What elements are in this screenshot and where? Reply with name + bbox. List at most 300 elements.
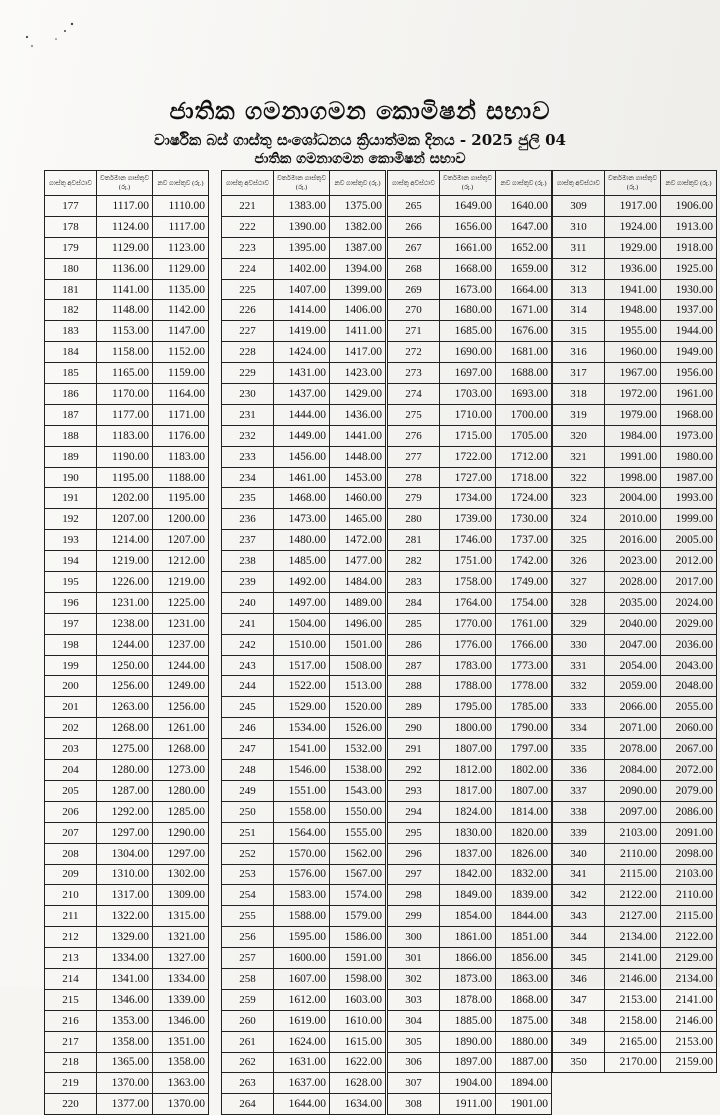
stage-cell: 250 <box>222 801 274 822</box>
stage-cell: 295 <box>388 822 440 843</box>
table-row <box>553 216 717 237</box>
stage-cell: 264 <box>222 1094 274 1115</box>
stage-cell: 287 <box>388 655 440 676</box>
new-fare-cell: 1302.00 <box>153 864 209 885</box>
stage-cell: 253 <box>222 864 274 885</box>
stage-cell: 208 <box>45 843 97 864</box>
table-row <box>222 279 386 300</box>
table-row <box>388 216 552 237</box>
stage-cell: 202 <box>45 718 97 739</box>
new-fare-cell: 2153.00 <box>661 1031 717 1052</box>
table-row <box>45 488 209 509</box>
current-fare-cell: 1238.00 <box>97 613 153 634</box>
current-fare-cell: 1456.00 <box>274 446 330 467</box>
stage-cell: 200 <box>45 676 97 697</box>
stage-cell: 198 <box>45 634 97 655</box>
new-fare-cell: 1937.00 <box>661 300 717 321</box>
table-row <box>388 676 552 697</box>
table-row <box>222 697 386 718</box>
stage-cell: 241 <box>222 613 274 634</box>
stage-cell: 232 <box>222 425 274 446</box>
current-fare-cell: 1329.00 <box>97 927 153 948</box>
stage-cell: 245 <box>222 697 274 718</box>
stage-cell: 282 <box>388 551 440 572</box>
new-fare-cell: 1117.00 <box>153 216 209 237</box>
table-row <box>388 885 552 906</box>
current-fare-cell: 1936.00 <box>605 258 661 279</box>
new-fare-cell: 1465.00 <box>330 509 386 530</box>
current-fare-cell: 1583.00 <box>274 885 330 906</box>
new-fare-cell: 1285.00 <box>153 801 209 822</box>
current-fare-cell: 1564.00 <box>274 822 330 843</box>
table-row <box>553 237 717 258</box>
table-row <box>553 384 717 405</box>
stage-cell: 197 <box>45 613 97 634</box>
current-fare-cell: 1673.00 <box>440 279 496 300</box>
stage-cell: 330 <box>553 634 605 655</box>
table-row <box>222 843 386 864</box>
table-row <box>388 739 552 760</box>
current-fare-cell: 1758.00 <box>440 572 496 593</box>
table-row <box>45 258 209 279</box>
new-fare-cell: 1863.00 <box>496 968 552 989</box>
table-row <box>388 634 552 655</box>
current-fare-cell: 1504.00 <box>274 613 330 634</box>
current-fare-cell: 1991.00 <box>605 446 661 467</box>
current-fare-cell: 1849.00 <box>440 885 496 906</box>
new-fare-cell: 1742.00 <box>496 551 552 572</box>
current-fare-cell: 2097.00 <box>605 801 661 822</box>
current-fare-cell: 1595.00 <box>274 927 330 948</box>
table-row <box>222 1052 386 1073</box>
current-fare-cell: 1697.00 <box>440 363 496 384</box>
new-fare-cell: 1370.00 <box>153 1094 209 1115</box>
table-row <box>388 843 552 864</box>
table-row <box>45 697 209 718</box>
stage-cell: 286 <box>388 634 440 655</box>
new-fare-cell: 1894.00 <box>496 1073 552 1094</box>
current-fare-cell: 1365.00 <box>97 1052 153 1073</box>
current-fare-cell: 1370.00 <box>97 1073 153 1094</box>
table-row <box>222 363 386 384</box>
stage-cell: 310 <box>553 216 605 237</box>
table-row <box>45 676 209 697</box>
new-fare-cell: 1700.00 <box>496 404 552 425</box>
stage-cell: 296 <box>388 843 440 864</box>
table-row <box>222 384 386 405</box>
new-fare-column-header: නව ගාස්තුව (රු.) <box>153 171 209 196</box>
table-row <box>553 948 717 969</box>
current-fare-cell: 1722.00 <box>440 446 496 467</box>
stage-cell: 303 <box>388 989 440 1010</box>
table-row <box>388 196 552 217</box>
stage-cell: 269 <box>388 279 440 300</box>
new-fare-cell: 1688.00 <box>496 363 552 384</box>
new-fare-cell: 2067.00 <box>661 739 717 760</box>
current-fare-cell: 1878.00 <box>440 989 496 1010</box>
table-row <box>553 279 717 300</box>
stage-cell: 248 <box>222 760 274 781</box>
stage-cell: 307 <box>388 1073 440 1094</box>
stage-cell: 183 <box>45 321 97 342</box>
table-row <box>222 676 386 697</box>
new-fare-cell: 2048.00 <box>661 676 717 697</box>
new-fare-cell: 1327.00 <box>153 948 209 969</box>
new-fare-cell: 1231.00 <box>153 613 209 634</box>
table-row <box>45 948 209 969</box>
current-fare-cell: 1649.00 <box>440 196 496 217</box>
stage-cell: 234 <box>222 467 274 488</box>
stage-cell: 304 <box>388 1010 440 1031</box>
current-fare-cell: 1534.00 <box>274 718 330 739</box>
new-fare-cell: 1142.00 <box>153 300 209 321</box>
stage-cell: 342 <box>553 885 605 906</box>
table-row <box>553 906 717 927</box>
table-row <box>45 1010 209 1031</box>
table-row <box>553 530 717 551</box>
new-fare-cell: 1652.00 <box>496 237 552 258</box>
current-fare-cell: 1190.00 <box>97 446 153 467</box>
stage-cell: 181 <box>45 279 97 300</box>
table-row <box>45 1073 209 1094</box>
new-fare-cell: 1273.00 <box>153 760 209 781</box>
new-fare-cell: 1814.00 <box>496 801 552 822</box>
current-fare-cell: 1195.00 <box>97 467 153 488</box>
new-fare-cell: 1387.00 <box>330 237 386 258</box>
stage-cell: 256 <box>222 927 274 948</box>
new-fare-cell: 1730.00 <box>496 509 552 530</box>
new-fare-cell: 1901.00 <box>496 1094 552 1115</box>
stage-cell: 225 <box>222 279 274 300</box>
current-fare-cell: 1770.00 <box>440 613 496 634</box>
stage-cell: 204 <box>45 760 97 781</box>
new-fare-cell: 1944.00 <box>661 321 717 342</box>
current-fare-cell: 1136.00 <box>97 258 153 279</box>
current-fare-cell: 1256.00 <box>97 676 153 697</box>
new-fare-cell: 1820.00 <box>496 822 552 843</box>
current-fare-cell: 2040.00 <box>605 613 661 634</box>
stage-cell: 207 <box>45 822 97 843</box>
current-fare-cell: 1873.00 <box>440 968 496 989</box>
new-fare-cell: 1851.00 <box>496 927 552 948</box>
new-fare-cell: 1309.00 <box>153 885 209 906</box>
current-fare-cell: 1998.00 <box>605 467 661 488</box>
current-fare-cell: 1727.00 <box>440 467 496 488</box>
new-fare-cell: 1496.00 <box>330 613 386 634</box>
stage-cell: 251 <box>222 822 274 843</box>
table-row <box>553 551 717 572</box>
stage-cell: 322 <box>553 467 605 488</box>
table-row <box>553 363 717 384</box>
table-row <box>222 801 386 822</box>
current-fare-cell: 1807.00 <box>440 739 496 760</box>
table-row <box>222 655 386 676</box>
current-fare-cell: 1165.00 <box>97 363 153 384</box>
document-subtitle: වාර්ෂික බස් ගාස්තු සංශෝධනය ක්‍රියාත්මක දිනය - 2025 ජුලි 04 <box>154 131 566 149</box>
new-fare-cell: 1659.00 <box>496 258 552 279</box>
table-row <box>388 822 552 843</box>
stage-cell: 223 <box>222 237 274 258</box>
stage-cell: 255 <box>222 906 274 927</box>
stage-cell: 335 <box>553 739 605 760</box>
current-fare-cell: 1268.00 <box>97 718 153 739</box>
current-fare-cell: 1541.00 <box>274 739 330 760</box>
table-row <box>553 760 717 781</box>
current-fare-cell: 1353.00 <box>97 1010 153 1031</box>
table-row <box>222 258 386 279</box>
stage-cell: 314 <box>553 300 605 321</box>
stage-cell: 331 <box>553 655 605 676</box>
new-fare-cell: 1280.00 <box>153 780 209 801</box>
table-row <box>553 300 717 321</box>
table-row <box>222 634 386 655</box>
current-fare-cell: 1129.00 <box>97 237 153 258</box>
table-row <box>553 885 717 906</box>
current-fare-cell: 1424.00 <box>274 342 330 363</box>
stage-cell: 302 <box>388 968 440 989</box>
stage-cell: 275 <box>388 404 440 425</box>
current-fare-cell: 1468.00 <box>274 488 330 509</box>
table-row <box>45 613 209 634</box>
table-row <box>388 697 552 718</box>
stage-cell: 318 <box>553 384 605 405</box>
table-row <box>222 885 386 906</box>
new-fare-cell: 1171.00 <box>153 404 209 425</box>
new-fare-cell: 1244.00 <box>153 655 209 676</box>
current-fare-cell: 1824.00 <box>440 801 496 822</box>
stage-cell: 279 <box>388 488 440 509</box>
stage-cell: 306 <box>388 1052 440 1073</box>
new-fare-cell: 1249.00 <box>153 676 209 697</box>
new-fare-cell: 1394.00 <box>330 258 386 279</box>
stage-cell: 262 <box>222 1052 274 1073</box>
new-fare-cell: 1640.00 <box>496 196 552 217</box>
stage-cell: 271 <box>388 321 440 342</box>
new-fare-cell: 1358.00 <box>153 1052 209 1073</box>
current-fare-cell: 1407.00 <box>274 279 330 300</box>
table-row <box>553 843 717 864</box>
stage-cell: 230 <box>222 384 274 405</box>
table-row <box>388 321 552 342</box>
current-fare-cell: 1322.00 <box>97 906 153 927</box>
table-row <box>222 216 386 237</box>
current-fare-cell: 1263.00 <box>97 697 153 718</box>
new-fare-cell: 1615.00 <box>330 1031 386 1052</box>
table-row <box>553 342 717 363</box>
new-fare-cell: 1999.00 <box>661 509 717 530</box>
table-row <box>222 906 386 927</box>
stage-cell: 243 <box>222 655 274 676</box>
stage-cell: 317 <box>553 363 605 384</box>
table-header-row <box>45 171 209 196</box>
table-row <box>45 801 209 822</box>
table-row <box>553 425 717 446</box>
current-fare-cell: 1960.00 <box>605 342 661 363</box>
new-fare-cell: 1906.00 <box>661 196 717 217</box>
stage-cell: 299 <box>388 906 440 927</box>
table-row <box>388 760 552 781</box>
new-fare-cell: 1441.00 <box>330 425 386 446</box>
stage-cell: 288 <box>388 676 440 697</box>
stage-cell: 254 <box>222 885 274 906</box>
stage-cell: 257 <box>222 948 274 969</box>
stage-cell: 270 <box>388 300 440 321</box>
new-fare-cell: 1961.00 <box>661 384 717 405</box>
table-row <box>553 1010 717 1031</box>
stage-cell: 209 <box>45 864 97 885</box>
table-row <box>388 927 552 948</box>
current-fare-cell: 1219.00 <box>97 551 153 572</box>
current-fare-cell: 1310.00 <box>97 864 153 885</box>
table-row <box>45 300 209 321</box>
new-fare-cell: 1980.00 <box>661 446 717 467</box>
stage-cell: 192 <box>45 509 97 530</box>
table-row <box>45 467 209 488</box>
current-fare-cell: 1739.00 <box>440 509 496 530</box>
new-fare-cell: 2103.00 <box>661 864 717 885</box>
stage-cell: 336 <box>553 760 605 781</box>
new-fare-cell: 1555.00 <box>330 822 386 843</box>
new-fare-cell: 1448.00 <box>330 446 386 467</box>
current-fare-cell: 1637.00 <box>274 1073 330 1094</box>
current-fare-cell: 1250.00 <box>97 655 153 676</box>
stage-cell: 309 <box>553 196 605 217</box>
stage-cell: 320 <box>553 425 605 446</box>
current-fare-cell: 1715.00 <box>440 425 496 446</box>
current-fare-cell: 1607.00 <box>274 968 330 989</box>
fare-table <box>387 170 552 1115</box>
table-row <box>222 822 386 843</box>
new-fare-cell: 2110.00 <box>661 885 717 906</box>
table-row <box>45 1094 209 1115</box>
table-row <box>222 780 386 801</box>
stage-column-header: ගාස්තු අවස්ථාව <box>553 171 605 196</box>
current-fare-cell: 1497.00 <box>274 592 330 613</box>
current-fare-cell: 1431.00 <box>274 363 330 384</box>
new-fare-cell: 2072.00 <box>661 760 717 781</box>
table-row <box>45 342 209 363</box>
stage-column-header: ගාස්තු අවස්ථාව <box>45 171 97 196</box>
new-fare-cell: 1586.00 <box>330 927 386 948</box>
new-fare-cell: 1868.00 <box>496 989 552 1010</box>
current-fare-cell: 1967.00 <box>605 363 661 384</box>
stage-cell: 221 <box>222 196 274 217</box>
current-fare-cell: 1292.00 <box>97 801 153 822</box>
new-fare-cell: 1436.00 <box>330 404 386 425</box>
table-row <box>553 780 717 801</box>
new-fare-cell: 1802.00 <box>496 760 552 781</box>
new-fare-cell: 1676.00 <box>496 321 552 342</box>
stage-cell: 283 <box>388 572 440 593</box>
issuing-authority: ජාතික ගමනාගමන කොමිෂන් සභාව <box>254 151 466 167</box>
stage-cell: 340 <box>553 843 605 864</box>
new-fare-cell: 1538.00 <box>330 760 386 781</box>
stage-cell: 258 <box>222 968 274 989</box>
current-fare-cell: 1668.00 <box>440 258 496 279</box>
table-row <box>222 1073 386 1094</box>
fare-table <box>44 170 209 1115</box>
new-fare-cell: 1423.00 <box>330 363 386 384</box>
stage-column-header: ගාස්තු අවස්ථාව <box>388 171 440 196</box>
new-fare-cell: 2012.00 <box>661 551 717 572</box>
table-row <box>553 718 717 739</box>
current-fare-cell: 2035.00 <box>605 592 661 613</box>
stage-cell: 328 <box>553 592 605 613</box>
table-row <box>45 760 209 781</box>
table-row <box>45 279 209 300</box>
new-fare-cell: 1543.00 <box>330 780 386 801</box>
new-fare-cell: 1110.00 <box>153 196 209 217</box>
stage-cell: 263 <box>222 1073 274 1094</box>
new-fare-cell: 1647.00 <box>496 216 552 237</box>
stage-cell: 229 <box>222 363 274 384</box>
current-fare-cell: 2127.00 <box>605 906 661 927</box>
current-fare-cell: 1703.00 <box>440 384 496 405</box>
new-fare-cell: 1712.00 <box>496 446 552 467</box>
new-fare-cell: 2098.00 <box>661 843 717 864</box>
table-row <box>388 384 552 405</box>
stage-cell: 216 <box>45 1010 97 1031</box>
current-fare-cell: 2158.00 <box>605 1010 661 1031</box>
current-fare-cell: 1624.00 <box>274 1031 330 1052</box>
table-row <box>388 404 552 425</box>
stage-cell: 227 <box>222 321 274 342</box>
new-fare-cell: 1188.00 <box>153 467 209 488</box>
stage-cell: 186 <box>45 384 97 405</box>
stage-cell: 325 <box>553 530 605 551</box>
current-fare-cell: 1924.00 <box>605 216 661 237</box>
new-fare-column-header: නව ගාස්තුව (රු.) <box>330 171 386 196</box>
table-header-row <box>222 171 386 196</box>
stage-cell: 273 <box>388 363 440 384</box>
current-fare-cell: 1795.00 <box>440 697 496 718</box>
table-row <box>553 467 717 488</box>
new-fare-cell: 1591.00 <box>330 948 386 969</box>
table-row <box>388 551 552 572</box>
new-fare-cell: 1705.00 <box>496 425 552 446</box>
new-fare-cell: 1477.00 <box>330 551 386 572</box>
new-fare-cell: 2129.00 <box>661 948 717 969</box>
current-fare-cell: 1141.00 <box>97 279 153 300</box>
new-fare-cell: 1135.00 <box>153 279 209 300</box>
stage-cell: 182 <box>45 300 97 321</box>
table-row <box>388 300 552 321</box>
new-fare-cell: 1949.00 <box>661 342 717 363</box>
new-fare-cell: 1399.00 <box>330 279 386 300</box>
stage-cell: 305 <box>388 1031 440 1052</box>
table-row <box>553 321 717 342</box>
new-fare-cell: 1724.00 <box>496 488 552 509</box>
current-fare-cell: 2084.00 <box>605 760 661 781</box>
table-row <box>222 488 386 509</box>
table-row <box>388 509 552 530</box>
stage-cell: 343 <box>553 906 605 927</box>
current-fare-cell: 1570.00 <box>274 843 330 864</box>
stage-cell: 265 <box>388 196 440 217</box>
new-fare-cell: 1562.00 <box>330 843 386 864</box>
stage-cell: 217 <box>45 1031 97 1052</box>
table-row <box>388 258 552 279</box>
current-fare-cell: 2010.00 <box>605 509 661 530</box>
stage-cell: 214 <box>45 968 97 989</box>
stage-cell: 180 <box>45 258 97 279</box>
new-fare-cell: 1123.00 <box>153 237 209 258</box>
table-row <box>45 718 209 739</box>
table-row <box>388 530 552 551</box>
current-fare-cell: 2078.00 <box>605 739 661 760</box>
stage-cell: 298 <box>388 885 440 906</box>
new-fare-cell: 1807.00 <box>496 780 552 801</box>
